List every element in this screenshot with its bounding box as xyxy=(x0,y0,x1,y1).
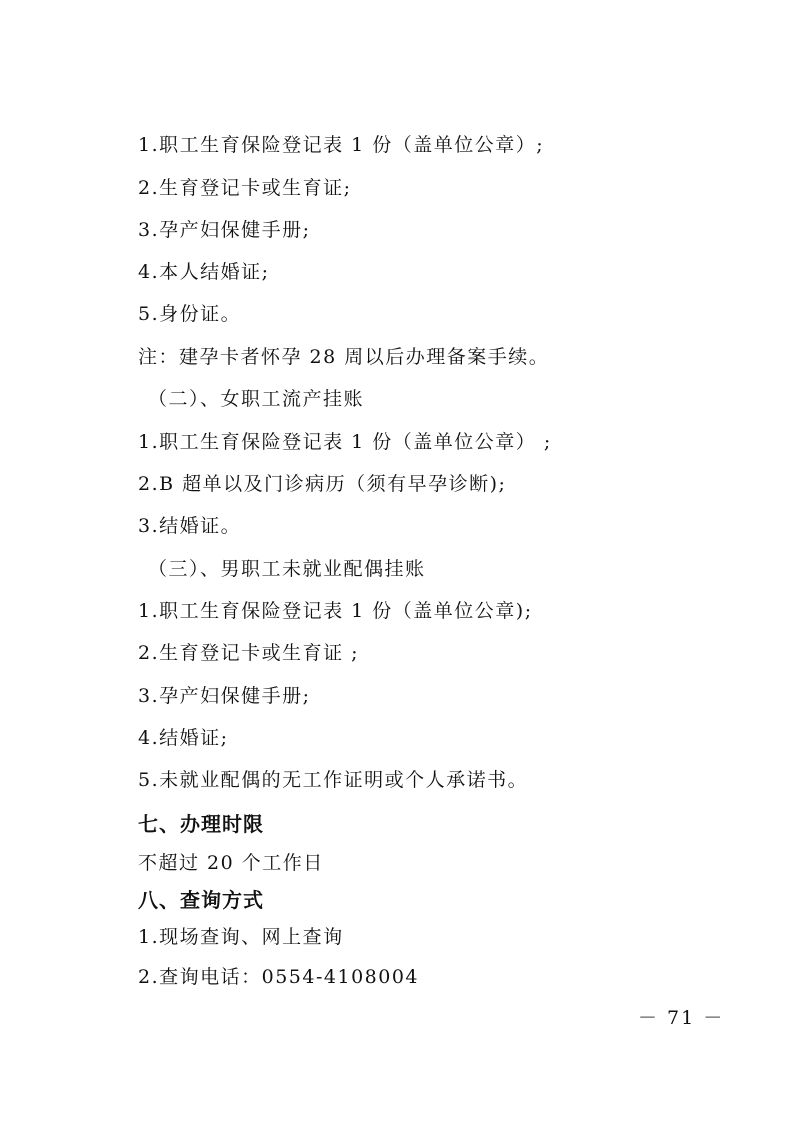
heading-time-limit: 七、办理时限 xyxy=(138,812,264,836)
heading-inquiry: 八、查询方式 xyxy=(138,888,264,912)
section-two-title: （二）、女职工流产挂账 xyxy=(148,388,365,410)
item-marriage-cert-3: 4.结婚证; xyxy=(138,727,229,749)
inquiry-method: 1.现场查询、网上查询 xyxy=(138,926,344,948)
item-health-manual: 3.孕产妇保健手册; xyxy=(138,219,311,241)
item-id-card: 5.身份证。 xyxy=(138,303,242,325)
item-marriage-cert-2: 3.结婚证。 xyxy=(138,515,242,537)
time-limit-text: 不超过 20 个工作日 xyxy=(138,852,324,874)
item-unemployed-proof: 5.未就业配偶的无工作证明或个人承诺书。 xyxy=(138,769,529,791)
item-health-manual-3: 3.孕产妇保健手册; xyxy=(138,685,311,707)
page-number: － 71 － xyxy=(638,1007,725,1029)
item-birth-card: 2.生育登记卡或生育证; xyxy=(138,177,352,199)
item-ultrasound: 2.B 超单以及门诊病历（须有早孕诊断); xyxy=(138,473,507,495)
section-three-title: （三）、男职工未就业配偶挂账 xyxy=(148,558,426,580)
inquiry-phone: 2.查询电话：0554-4108004 xyxy=(138,966,420,988)
note-text: 注：建孕卡者怀孕 28 周以后办理备案手续。 xyxy=(138,346,550,368)
item-registration-form-2: 1.职工生育保险登记表 1 份（盖单位公章） ; xyxy=(138,431,552,453)
item-registration-form: 1.职工生育保险登记表 1 份（盖单位公章）; xyxy=(138,134,545,156)
item-registration-form-3: 1.职工生育保险登记表 1 份（盖单位公章); xyxy=(138,600,533,622)
item-marriage-cert: 4.本人结婚证; xyxy=(138,261,270,283)
item-birth-card-3: 2.生育登记卡或生育证 ; xyxy=(138,642,360,664)
